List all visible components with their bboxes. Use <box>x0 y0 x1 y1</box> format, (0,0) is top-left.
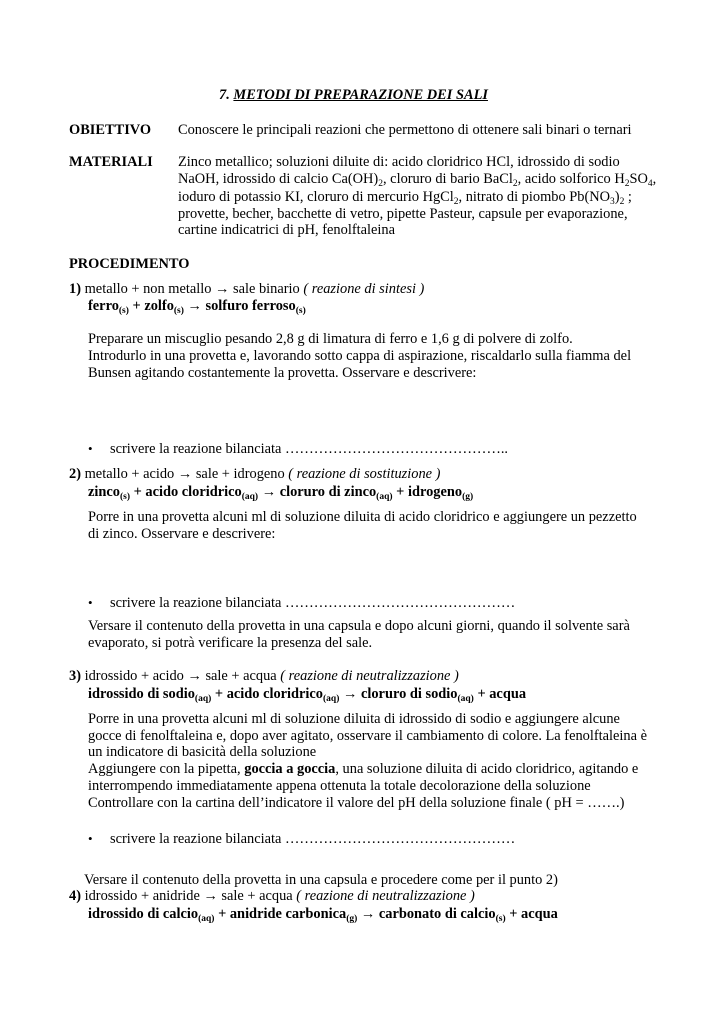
step-2-scheme: 2) metallo + acido → sale + idrogeno ( reazione di sostituzione ) <box>69 466 441 482</box>
step-2-bullet: • scrivere la reazione bilanciata ………………………………………… <box>88 595 516 611</box>
step-3-scheme: 3) idrossido + acido → sale + acqua ( reazione di neutralizzazione ) <box>69 668 459 684</box>
step-2-reaction: zinco$_{(s)}$ + acido cloridrico$_{(aq)}$ → cloruro di zinco$_{(aq)}$ + idrogeno$_{(g)}$ <box>88 484 474 502</box>
step-1-bullet: • scrivere la reazione bilanciata ……………………………………….. <box>88 441 509 457</box>
objective-label: OBIETTIVO <box>69 122 152 138</box>
step-3-bullet: • scrivere la reazione bilanciata ………………………………………… <box>88 831 516 847</box>
step-4-reaction: idrossido di calcio$_{(aq)}$ + anidride carbonica$_{(g)}$ → carbonato di calcio$_{(s)}$ + acqua <box>88 906 558 924</box>
step-1-reaction: ferro$_{(s)}$ + zolfo$_{(s)}$ → solfuro ferroso$_{(s)}$ <box>88 298 306 316</box>
page-title: 7. METODI DI PREPARAZIONE DEI SALI <box>219 87 488 103</box>
step-3-reaction: idrossido di sodio$_{(aq)}$ + acido cloridrico$_{(aq)}$ → cloruro di sodio$_{(aq)}$ + acqua <box>88 686 527 704</box>
materials-label: MATERIALI <box>69 154 153 170</box>
objective-text: Conoscere le principali reazioni che permettono di ottenere sali binari o ternari <box>178 122 632 138</box>
step-1-scheme: 1) metallo + non metallo → sale binario ( reazione di sintesi ) <box>69 281 425 297</box>
step-4-scheme: 4) idrossido + anidride → sale + acqua ( reazione di neutralizzazione ) <box>69 888 475 904</box>
step-3-note: Versare il contenuto della provetta in una capsula e procedere come per il punto 2) <box>84 872 558 888</box>
procedure-heading: PROCEDIMENTO <box>69 256 190 272</box>
